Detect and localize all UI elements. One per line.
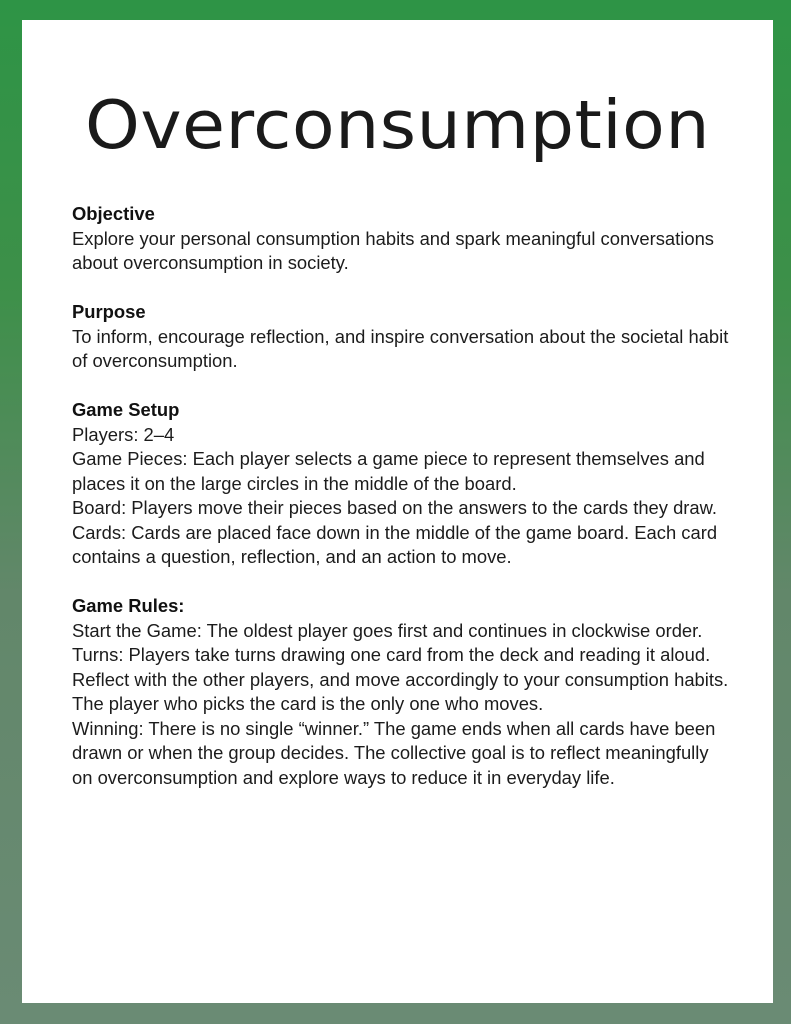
- section-paragraph: Winning: There is no single “winner.” The game ends when all cards have been drawn or when the group decides. The collective goal is to reflect meaningfully on overconsumption and explore ways to reduce it in everyday life.: [72, 717, 716, 788]
- section-paragraph: Board: Players move their pieces based on the answers to the cards they draw.: [72, 497, 718, 518]
- section-paragraph: Cards: Cards are placed face down in the middle of the game board. Each card contains a question, reflection, and an action to move.: [72, 521, 718, 567]
- page-title: [22, 86, 773, 164]
- section-paragraph: Turns: Players take turns drawing one card from the deck and reading it aloud. Reflect with the other players, and move accordingly to your consumption habits. The player who picks the card is the only one who moves.: [72, 644, 729, 714]
- section-heading: Game Setup: [72, 399, 180, 420]
- section-paragraph: To inform, encourage reflection, and inspire conversation about the societal habit of overconsumption.: [72, 325, 729, 371]
- section-paragraph: Game Pieces: Each player selects a game piece to represent themselves and places it on the large circles in the middle of the board.: [72, 448, 705, 494]
- section-heading: Purpose: [72, 301, 146, 322]
- section-purpose: [72, 300, 732, 374]
- section-objective: [72, 202, 732, 276]
- document-body: [72, 202, 732, 815]
- section-paragraph: Start the Game: The oldest player goes first and continues in clockwise order.: [72, 619, 703, 641]
- section-paragraph: Players: 2–4: [72, 423, 175, 445]
- section-paragraph: Explore your personal consumption habits and spark meaningful conversations about overconsumption in society.: [72, 227, 714, 273]
- section-game-setup: [72, 398, 732, 570]
- document-page: [22, 20, 773, 1003]
- section-game-rules: [72, 594, 732, 790]
- section-heading: Game Rules:: [72, 595, 185, 616]
- page-title-text: Overconsumption: [84, 86, 711, 164]
- section-heading: Objective: [72, 203, 155, 224]
